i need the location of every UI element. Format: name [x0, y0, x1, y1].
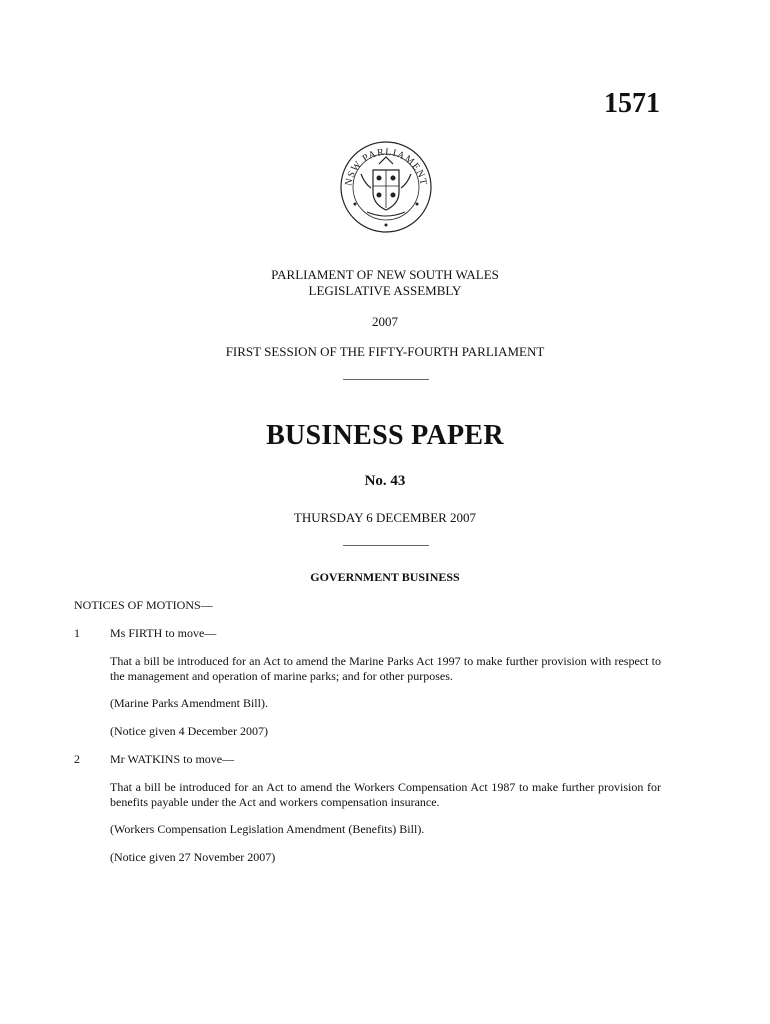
section-heading: GOVERNMENT BUSINESS	[310, 570, 460, 584]
notices-heading: NOTICES OF MOTIONS—	[74, 598, 213, 612]
notice-bill: (Workers Compensation Legislation Amendment (Benefits) Bill).	[110, 822, 425, 836]
paper-number: No. 43	[364, 473, 406, 489]
parliament-name: PARLIAMENT OF NEW SOUTH WALES	[271, 267, 499, 282]
nsw-parliament-crest-icon	[339, 140, 433, 234]
divider	[343, 379, 429, 380]
notice-mover: Mr WATKINS to move—	[110, 752, 235, 766]
notice-motion: That a bill be introduced for an Act to amend the Workers Compensation Act 1987 to make further provision for benefits payable under the Act and workers compensation insurance.	[110, 780, 661, 809]
notice-number: 1	[74, 626, 80, 640]
house-name: LEGISLATIVE ASSEMBLY	[308, 283, 462, 298]
notice-bill: (Marine Parks Amendment Bill).	[110, 696, 268, 710]
notice-number: 2	[74, 752, 80, 766]
notice-given: (Notice given 4 December 2007)	[110, 724, 268, 738]
year: 2007	[372, 314, 398, 329]
notice-given: (Notice given 27 November 2007)	[110, 850, 276, 864]
crest-text: NSW PARLIAMENT	[343, 146, 429, 187]
session: FIRST SESSION OF THE FIFTY-FOURTH PARLIAMENT	[225, 344, 545, 359]
page-number: 1571	[604, 88, 660, 119]
divider	[343, 545, 429, 546]
notice-motion: That a bill be introduced for an Act to amend the Marine Parks Act 1997 to make further provision with respect to the management and operation of marine parks; and for other purposes.	[110, 654, 661, 683]
notice-mover: Ms FIRTH to move—	[110, 626, 217, 640]
sitting-date: THURSDAY 6 DECEMBER 2007	[293, 510, 477, 525]
document-title: BUSINESS PAPER	[266, 420, 504, 451]
